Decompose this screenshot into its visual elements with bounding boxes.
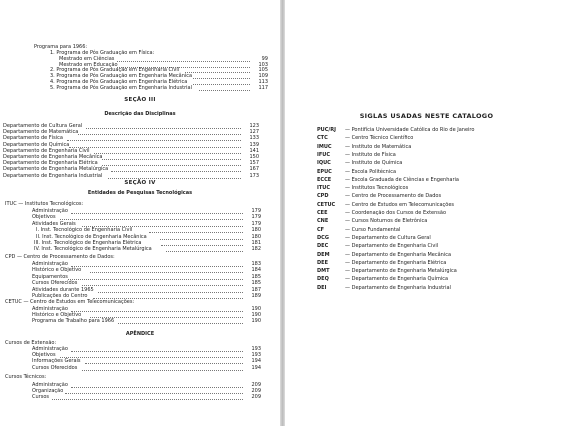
toc-leader-dots <box>118 317 244 324</box>
toc-page-number: 180 <box>251 233 261 240</box>
sigla-abbreviation: DMT <box>317 268 330 275</box>
sigla-abbreviation: PUC/RJ <box>317 127 336 133</box>
sigla-abbreviation: DEE <box>317 259 328 266</box>
toc-leader-dots <box>52 393 244 400</box>
sigla-abbreviation: IMUC <box>317 143 332 150</box>
toc-page-number: 139 <box>249 141 259 148</box>
sigla-description: — Coordenação dos Cursos de Extensão <box>345 210 447 216</box>
toc-entry-text: 3. Programa de Pós Graduação em Engenharia Mecânica <box>50 73 193 80</box>
toc-page-number: 189 <box>251 293 261 299</box>
toc-page-number: 183 <box>251 261 261 267</box>
programa-title: Programa para 1966: <box>34 44 88 50</box>
secao3-subtitle: Descrição das Disciplinas <box>104 111 176 117</box>
toc-entry-text: Departamento de Física <box>3 135 63 142</box>
sigla-abbreviation: CPD <box>317 193 329 200</box>
toc-entry-text: Cursos <box>32 394 49 401</box>
toc-entry-text: 2. Programa de Pós Graduação em Engenharia Civil <box>50 67 180 74</box>
toc-page-number: 180 <box>251 227 261 234</box>
toc-entry-text: Objetivos <box>32 352 56 359</box>
sigla-abbreviation: CNE <box>317 218 329 225</box>
ituc-label: ITUC — Institutos Tecnológicos: <box>5 201 84 207</box>
sigla-description: — Institutos Tecnológicos <box>345 185 409 192</box>
secao4-title: SEÇÃO IV <box>124 180 156 186</box>
toc-page-number: 127 <box>249 129 259 136</box>
cpd-label: CPD — Centro de Processamento de Dados: <box>5 254 115 260</box>
toc-entry-text: Administração <box>32 208 68 214</box>
sigla-description: — Centro de Processamento de Dados <box>345 193 442 200</box>
toc-page-number: 173 <box>249 172 259 179</box>
toc-entry-text: Cursos Oferecidos <box>32 280 78 287</box>
toc-leader-dots <box>108 172 241 179</box>
toc-leader-dots <box>93 292 243 299</box>
toc-page-number: 117 <box>258 84 268 91</box>
toc-page-number: 193 <box>251 346 261 352</box>
sigla-description: — Departamento de Engenharia Industrial <box>345 284 451 291</box>
toc-entry-text: Departamento de Engenharia Elétrica <box>3 160 98 167</box>
toc-page-number: 103 <box>258 61 268 68</box>
toc-entry-text: Objetivos <box>32 214 56 221</box>
sigla-abbreviation: CTC <box>317 135 328 142</box>
toc-page-number: 105 <box>258 67 268 74</box>
toc-entry-text: Administração <box>32 261 68 267</box>
toc-page-number: 194 <box>251 358 261 365</box>
toc-page-number: 123 <box>249 123 259 129</box>
sigla-description: — Centro Técnico Científico <box>345 135 414 142</box>
sigla-abbreviation: DEI <box>317 284 327 291</box>
toc-page-number: 194 <box>251 364 261 371</box>
toc-entry-text: 1. Programa de Pós Graduação em Física: <box>50 50 155 56</box>
toc-entry-text: Departamento de Matemática <box>3 129 79 136</box>
toc-entry-text: Equipamentos <box>32 273 68 280</box>
toc-entry-text: Departamento de Engenharia Metalúrgica <box>3 166 109 173</box>
toc-entry-text: IV. Inst. Tecnológico de Engenharia Metalúrgica <box>34 246 152 253</box>
toc-page-number: 113 <box>258 79 268 85</box>
sigla-description: — Instituto de Matemática <box>345 143 412 150</box>
toc-entry-text: Atividades durante 1965 <box>32 286 94 293</box>
toc-page-number: 185 <box>251 273 261 280</box>
toc-leader-dots <box>199 84 250 91</box>
toc-page-number: 99 <box>261 55 268 62</box>
sigla-abbreviation: ITUC <box>317 185 331 192</box>
sigla-abbreviation: DEM <box>317 251 330 258</box>
toc-page-number: 185 <box>251 280 261 287</box>
toc-entry-text: Departamento de Engenharia Mecânica <box>3 154 103 160</box>
toc-entry-text: Organização <box>32 388 64 395</box>
sigla-description: — Escola Graduada de Ciências e Engenharia <box>345 176 459 183</box>
toc-entry-text: II. Inst. Tecnológico de Engenharia Mecânica <box>36 233 147 240</box>
cetuc-label: CETUC — Centro de Estudos em Telecomunicações: <box>5 299 135 305</box>
toc-page-number: 109 <box>258 73 268 80</box>
sigla-abbreviation: IQUC <box>317 160 331 167</box>
toc-entry-text: Histórico e Objetivo <box>32 267 82 274</box>
extensao-label: Cursos de Extensão: <box>5 340 57 346</box>
sigla-description: — Curso Fundamental <box>345 226 401 233</box>
toc-page-number: 190 <box>251 312 261 319</box>
toc-leader-dots <box>82 364 243 371</box>
toc-page-number: 190 <box>251 318 261 325</box>
sigla-description: — Centro de Estudos em Telecomunicações <box>345 201 455 208</box>
toc-entry-text: Mestrado em Educação <box>59 61 118 68</box>
toc-entry-text: Programa de Trabalho para 1966 <box>32 318 115 325</box>
sigla-description: — Departamento de Engenharia Metalúrgica <box>345 268 457 275</box>
toc-entry-text: Departamento de Química <box>3 141 70 148</box>
toc-entry-text: III. Inst. Tecnológico de Engenharia Elétrica <box>34 240 142 246</box>
sigla-abbreviation: IFUC <box>317 151 331 158</box>
sigla-description: — Instituto de Física <box>345 151 396 158</box>
toc-entry-text: Departamento de Cultura Geral <box>3 123 83 129</box>
secao3-title: SEÇÃO III <box>124 97 156 103</box>
toc-entry-text: Administração <box>32 382 68 388</box>
sigla-abbreviation: DEC <box>317 243 329 250</box>
toc-entry-text: Administração <box>32 306 68 312</box>
sigla-description: — Cursos Noturnos de Eletrônica <box>345 218 428 225</box>
toc-page-number: 209 <box>251 382 261 388</box>
toc-page-number: 167 <box>249 166 259 173</box>
toc-entry-text: Mestrado em Ciências <box>59 55 115 62</box>
toc-entry-text: Atividades Gerais <box>32 220 76 227</box>
sigla-abbreviation: ECCE <box>317 176 332 183</box>
toc-page-number: 179 <box>251 220 261 227</box>
toc-page-number: 133 <box>249 135 259 142</box>
toc-page-number: 209 <box>251 388 261 395</box>
sigla-description: — Escola Politécnica <box>345 168 397 175</box>
sigla-abbreviation: DEQ <box>317 276 329 283</box>
toc-page-number: 150 <box>249 154 259 160</box>
sigla-abbreviation: DCG <box>317 234 329 241</box>
toc-page-number: 141 <box>249 147 259 154</box>
sigla-description: — Pontifícia Universidade Católica do Rio de Janeiro <box>345 127 475 133</box>
toc-entry-text: Cursos Oferecidos <box>32 364 78 371</box>
sigla-abbreviation: CF <box>317 226 325 233</box>
right-page <box>285 0 568 426</box>
toc-page-number: 184 <box>251 267 261 274</box>
toc-page-number: 187 <box>251 286 261 293</box>
tecnicos-label: Cursos Técnicos: <box>5 374 47 380</box>
toc-entry-text: Histórico e Objetivo <box>32 312 82 319</box>
siglas-title: SIGLAS USADAS NESTE CATALOGO <box>359 112 494 120</box>
toc-page-number: 157 <box>249 160 259 167</box>
apendice-title: APÊNDICE <box>125 331 155 337</box>
toc-page-number: 179 <box>251 208 261 214</box>
toc-page-number: 181 <box>251 240 261 246</box>
toc-entry-text: 4. Programa de Pós Graduação em Engenharia Elétrica <box>50 79 188 85</box>
toc-entry-text: Departamento de Engenharia Industrial <box>3 172 103 179</box>
toc-entry-text: Publicações do Centro <box>32 293 88 299</box>
sigla-abbreviation: CETUC <box>317 201 336 208</box>
toc-page-number: 193 <box>251 352 261 359</box>
toc-leader-dots <box>166 245 243 252</box>
sigla-description: — Departamento de Engenharia Mecânica <box>345 251 452 258</box>
sigla-abbreviation: CEE <box>317 210 328 216</box>
secao4-subtitle: Entidades de Pesquisas Tecnológicas <box>87 190 193 196</box>
sigla-description: — Departamento de Engenharia Civil <box>345 243 439 250</box>
sigla-description: — Departamento de Engenharia Química <box>345 276 449 283</box>
toc-entry-text: Departamento de Engenharia Civil <box>3 147 90 154</box>
sigla-description: — Departamento de Engenharia Elétrica <box>345 259 447 266</box>
toc-page-number: 209 <box>251 394 261 401</box>
toc-page-number: 179 <box>251 214 261 221</box>
toc-entry-text: Administração <box>32 346 68 352</box>
toc-page-number: 190 <box>251 306 261 312</box>
toc-page-number: 182 <box>251 246 261 253</box>
left-page <box>0 0 280 426</box>
sigla-description: — Departamento de Cultura Geral <box>345 234 431 241</box>
toc-entry-text: I. Inst. Tecnológico de Engenharia Civil <box>36 227 133 234</box>
toc-entry-text: 5. Programa de Pós Graduação em Engenharia Industrial <box>50 84 192 91</box>
toc-entry-text: Informações Gerais <box>32 358 81 365</box>
sigla-abbreviation: EPUC <box>317 168 332 175</box>
sigla-description: — Instituto de Química <box>345 160 403 167</box>
